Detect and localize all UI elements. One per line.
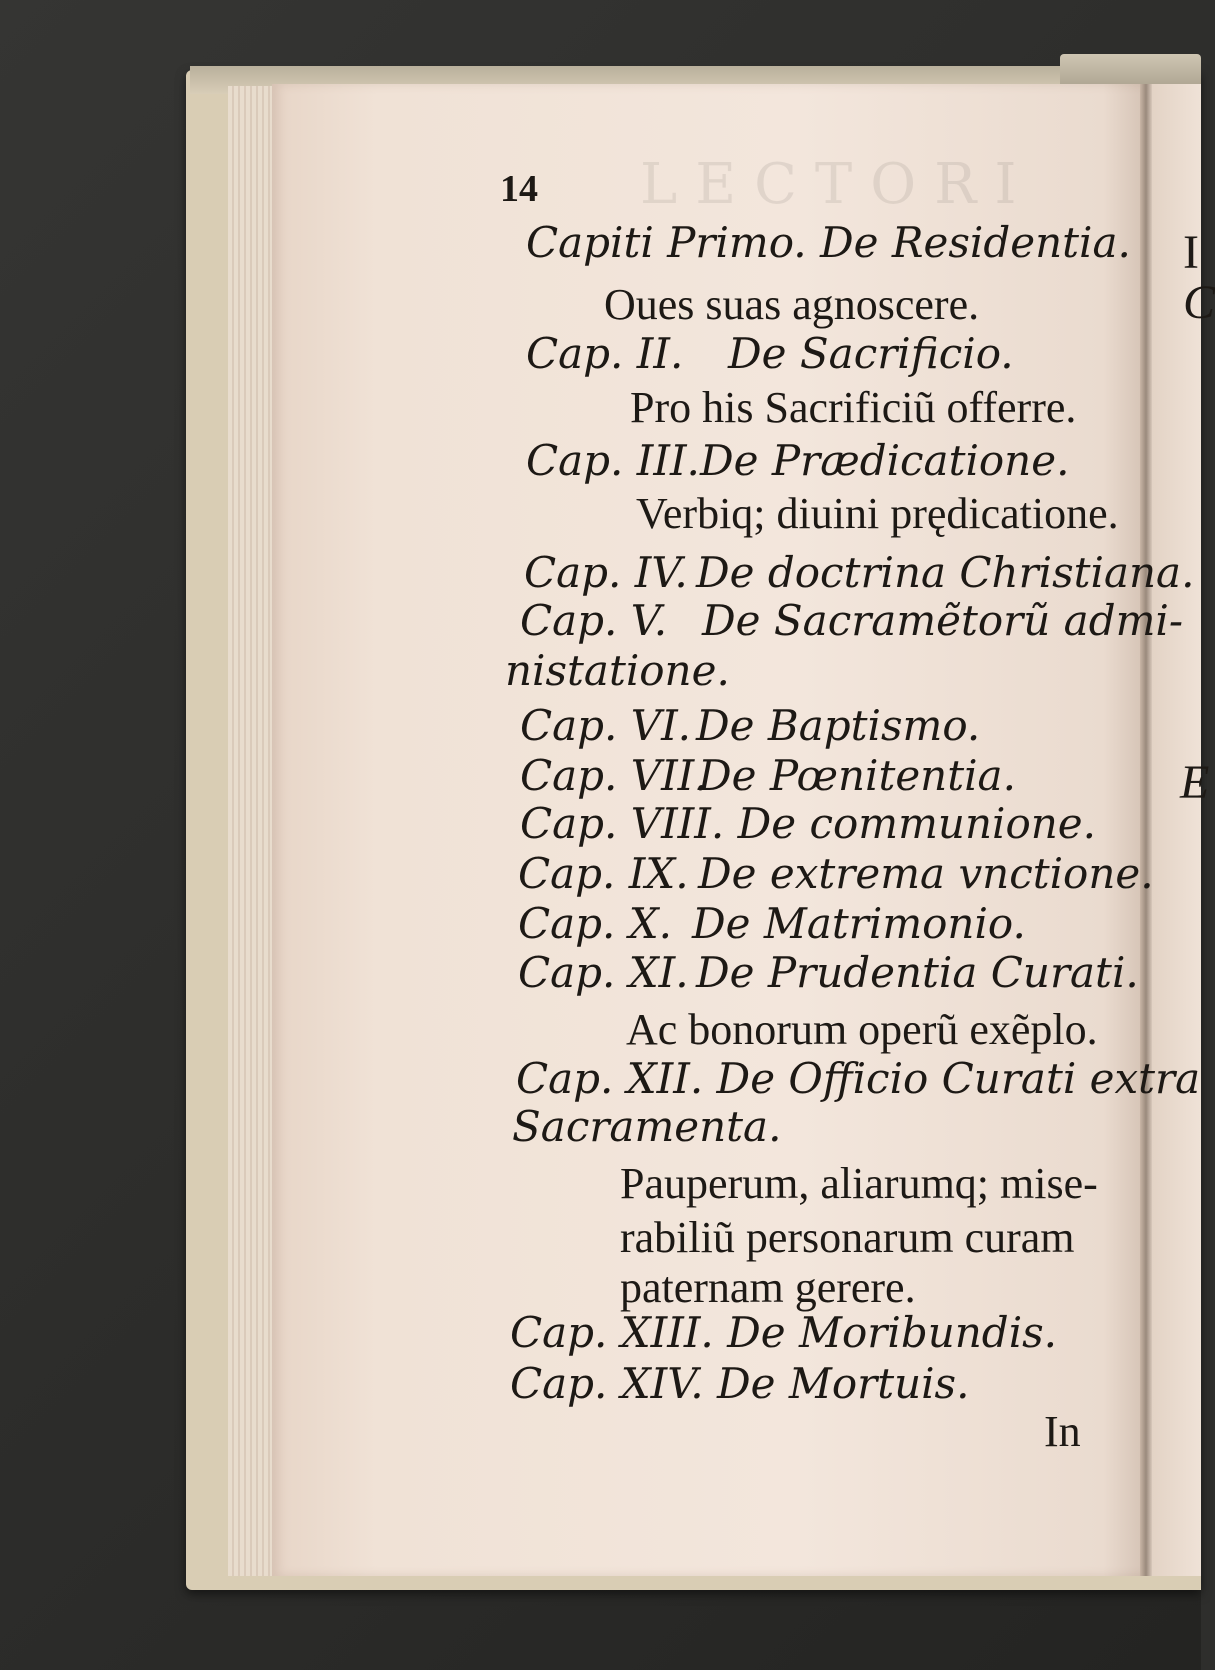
text-line: Cap. X. bbox=[518, 899, 673, 948]
text-line: Cap. II. bbox=[526, 329, 684, 378]
text-line: Cap. VII. bbox=[520, 751, 708, 800]
text-line: Cap. XI. bbox=[518, 948, 689, 997]
text-line: De extrema vnctione. bbox=[698, 849, 1154, 898]
text-line: Cap. V. bbox=[520, 596, 668, 645]
text-line: De Prædicatione. bbox=[700, 436, 1070, 485]
text-line: Ac bonorum operũ exẽplo. bbox=[626, 1005, 1098, 1054]
running-head-bleed-through: LECTORI bbox=[640, 152, 1035, 217]
text-line: Oues suas agnoscere. bbox=[604, 280, 980, 329]
text-line: De Prudentia Curati. bbox=[696, 948, 1139, 997]
right-page-letter: C bbox=[1183, 276, 1215, 329]
text-line: De Sacramẽtorũ admi- bbox=[702, 596, 1184, 645]
text-line: Cap. XIII. De Moribundis. bbox=[510, 1308, 1058, 1357]
page-number: 14 bbox=[500, 168, 538, 210]
catchword: In bbox=[1044, 1407, 1081, 1456]
text-line: De Matrimonio. bbox=[692, 899, 1026, 948]
text-line: paternam gerere. bbox=[620, 1263, 916, 1312]
text-line: Cap. IX. bbox=[518, 849, 689, 898]
text-line: Cap. XII. De Officio Curati extra bbox=[516, 1054, 1201, 1103]
text-line: Pauperum, aliarumq; mise- bbox=[620, 1159, 1098, 1208]
text-line: Capiti Primo. De Residentia. bbox=[526, 218, 1131, 267]
text-line: Verbiq; diuini prędicatione. bbox=[636, 489, 1119, 538]
text-line: Sacramenta. bbox=[512, 1102, 782, 1151]
text-line: Cap. VIII. De communione. bbox=[520, 799, 1096, 848]
right-page-letter: I bbox=[1183, 226, 1199, 279]
text-line: Cap. XIV. De Mortuis. bbox=[510, 1359, 970, 1408]
right-page-letter: E bbox=[1180, 756, 1210, 809]
text-line: Cap. VI. bbox=[520, 701, 692, 750]
text-line: nistatione. bbox=[505, 646, 730, 695]
text-line: Cap. III. bbox=[526, 436, 700, 485]
text-line: De doctrina Christiana. bbox=[696, 548, 1195, 597]
text-line: De Pœnitentia. bbox=[698, 751, 1016, 800]
text-line: rabiliũ personarum curam bbox=[620, 1213, 1075, 1262]
text-line: Pro his Sacrificiũ offerre. bbox=[630, 383, 1077, 432]
text-line: Cap. IV. bbox=[524, 548, 688, 597]
text-line: De Sacrificio. bbox=[728, 329, 1014, 378]
text-line: De Baptismo. bbox=[696, 701, 981, 750]
